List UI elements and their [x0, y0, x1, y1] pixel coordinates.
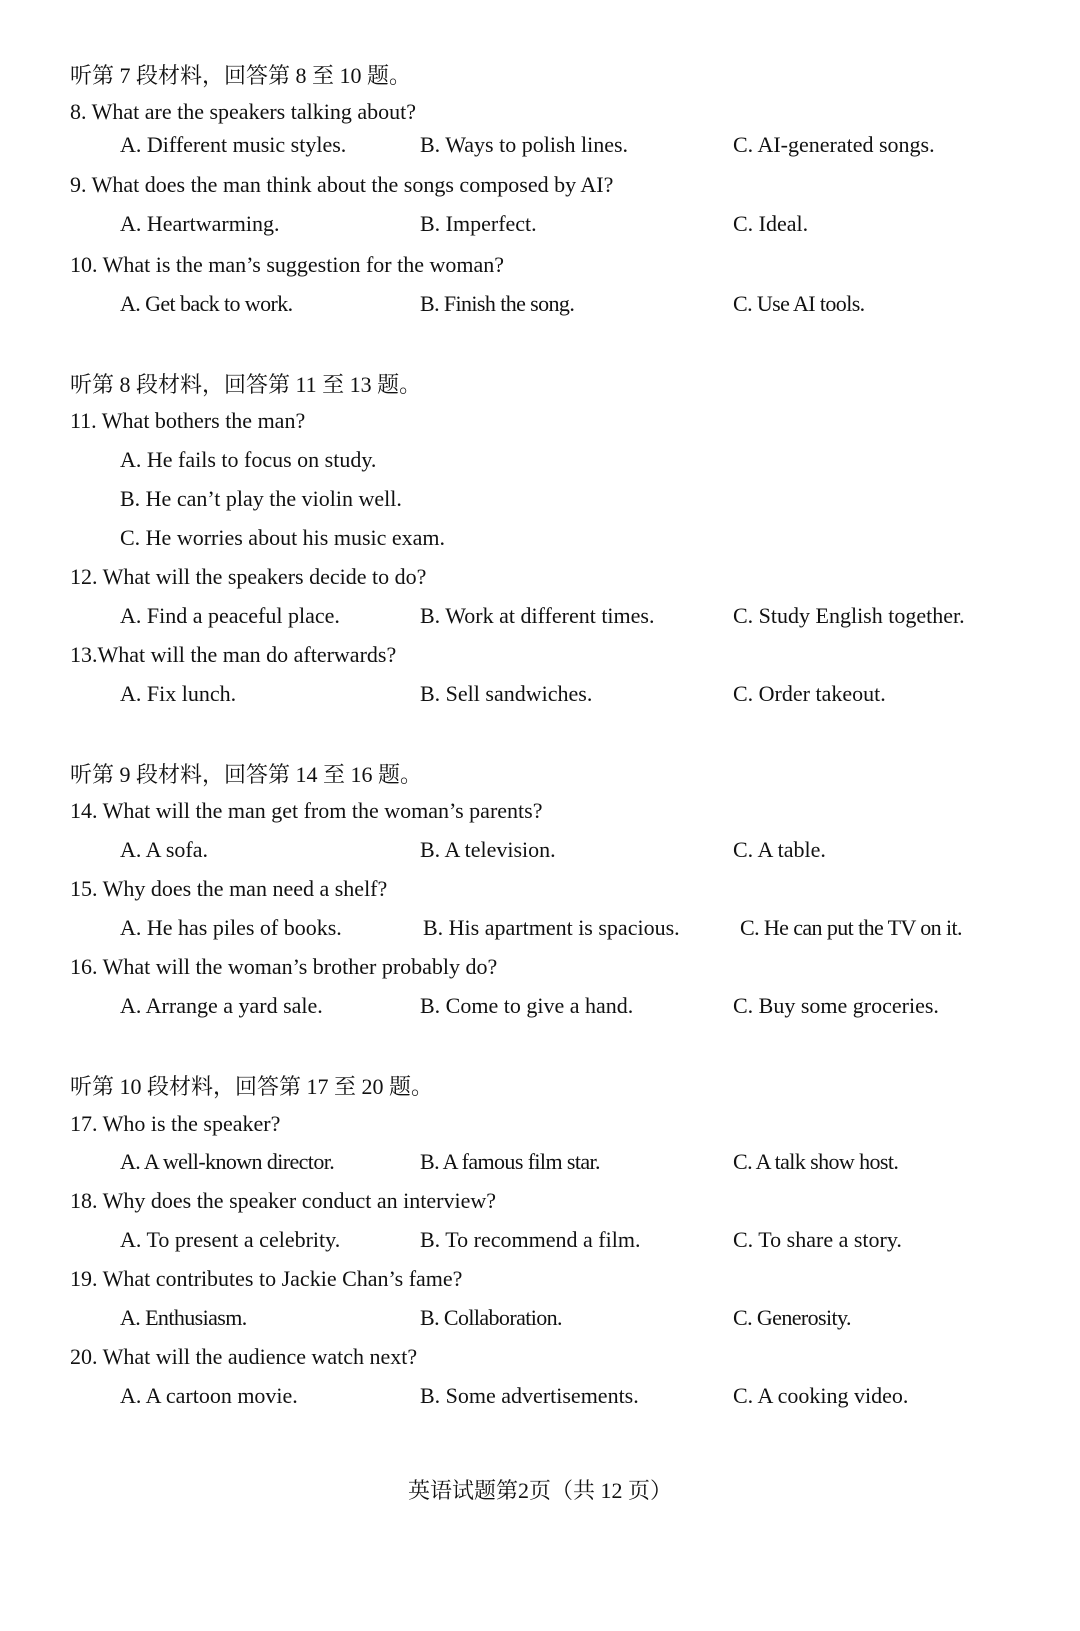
option-20c: C. A cooking video.	[733, 1383, 909, 1408]
question-10: 10. What is the man’s suggestion for the woman?	[70, 252, 505, 277]
question-18: 18. Why does the speaker conduct an interview?	[70, 1188, 497, 1213]
option-13a: A. Fix lunch.	[120, 681, 237, 706]
option-18a: A. To present a celebrity.	[120, 1227, 341, 1252]
option-9c: C. Ideal.	[733, 211, 809, 236]
option-8a: A. Different music styles.	[120, 132, 347, 157]
question-12: 12. What will the speakers decide to do?	[70, 564, 427, 589]
option-16b: B. Come to give a hand.	[420, 993, 634, 1018]
question-15: 15. Why does the man need a shelf?	[70, 876, 388, 901]
option-14c: C. A table.	[733, 837, 826, 862]
section-header: 听第 10 段材料，回答第 17 至 20 题。	[70, 1074, 434, 1099]
option-15a: A. He has piles of books.	[120, 915, 342, 940]
page-footer: 英语试题第2页（共 12 页）	[407, 1478, 672, 1503]
question-13: 13.What will the man do afterwards?	[70, 642, 397, 667]
option-12a: A. Find a peaceful place.	[120, 603, 340, 628]
section-header: 听第 7 段材料，回答第 8 至 10 题。	[70, 63, 412, 88]
option-19a: A. Enthusiasm.	[120, 1305, 247, 1330]
option-19b: B. Collaboration.	[420, 1305, 562, 1330]
option-11a: A. He fails to focus on study.	[120, 447, 377, 472]
option-18b: B. To recommend a film.	[420, 1227, 641, 1252]
question-14: 14. What will the man get from the woman’s parents?	[70, 798, 543, 823]
option-10a: A. Get back to work.	[120, 291, 293, 316]
option-12b: B. Work at different times.	[420, 603, 655, 628]
option-9b: B. Imperfect.	[420, 211, 537, 236]
question-20: 20. What will the audience watch next?	[70, 1344, 418, 1369]
option-10b: B. Finish the song.	[420, 291, 575, 316]
option-14b: B. A television.	[420, 837, 556, 862]
option-18c: C. To share a story.	[733, 1227, 902, 1252]
option-17c: C. A talk show host.	[733, 1149, 899, 1174]
question-11: 11. What bothers the man?	[70, 408, 306, 433]
option-15b: B. His apartment is spacious.	[423, 915, 680, 940]
option-13b: B. Sell sandwiches.	[420, 681, 593, 706]
question-16: 16. What will the woman’s brother probably do?	[70, 954, 498, 979]
option-15c: C. He can put the TV on it.	[740, 915, 962, 940]
option-11b: B. He can’t play the violin well.	[120, 486, 402, 511]
option-16c: C. Buy some groceries.	[733, 993, 939, 1018]
question-8: 8. What are the speakers talking about?	[70, 99, 416, 124]
option-9a: A. Heartwarming.	[120, 211, 280, 236]
option-19c: C. Generosity.	[733, 1305, 851, 1330]
option-17b: B. A famous film star.	[420, 1149, 600, 1174]
option-16a: A. Arrange a yard sale.	[120, 993, 323, 1018]
option-13c: C. Order takeout.	[733, 681, 886, 706]
option-12c: C. Study English together.	[733, 603, 965, 628]
section-header: 听第 8 段材料，回答第 11 至 13 题。	[70, 372, 422, 397]
question-9: 9. What does the man think about the songs composed by AI?	[70, 172, 614, 197]
option-8b: B. Ways to polish lines.	[420, 132, 629, 157]
section-header: 听第 9 段材料，回答第 14 至 16 题。	[70, 762, 423, 787]
option-17a: A. A well-known director.	[120, 1149, 335, 1174]
question-17: 17. Who is the speaker?	[70, 1111, 281, 1136]
option-8c: C. AI-generated songs.	[733, 132, 935, 157]
option-20b: B. Some advertisements.	[420, 1383, 639, 1408]
question-19: 19. What contributes to Jackie Chan’s fame?	[70, 1266, 463, 1291]
option-10c: C. Use AI tools.	[733, 291, 865, 316]
option-14a: A. A sofa.	[120, 837, 208, 862]
option-20a: A. A cartoon movie.	[120, 1383, 298, 1408]
option-11c: C. He worries about his music exam.	[120, 525, 446, 550]
